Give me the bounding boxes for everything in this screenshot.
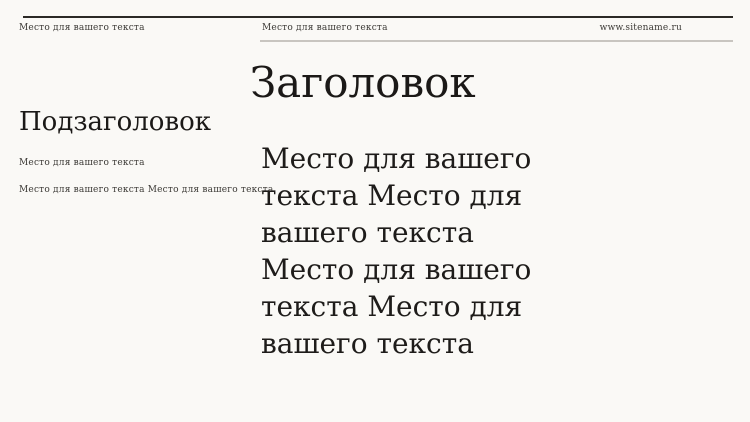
sidebar-note-2: Место для вашего текста Место для вашего текста	[19, 185, 274, 195]
body-text-line: текста Место для	[261, 290, 523, 323]
site-url-label: www.sitename.ru	[599, 23, 682, 33]
top-divider-line	[23, 16, 733, 18]
body-text-line: вашего текста	[261, 327, 474, 360]
body-text-block	[261, 140, 551, 362]
sidebar-note-1: Место для вашего текста	[19, 158, 145, 168]
body-text-line: Место для вашего	[261, 253, 532, 286]
subheading: Подзаголовок	[19, 107, 212, 137]
page-title: Заголовок	[250, 58, 476, 107]
header-underline	[260, 40, 733, 42]
header-center-label: Место для вашего текста	[262, 23, 388, 33]
body-text-line: текста Место для	[261, 179, 523, 212]
body-text-line: Место для вашего	[261, 142, 532, 175]
body-text-line: вашего текста	[261, 216, 474, 249]
header-left-label: Место для вашего текста	[19, 23, 145, 33]
